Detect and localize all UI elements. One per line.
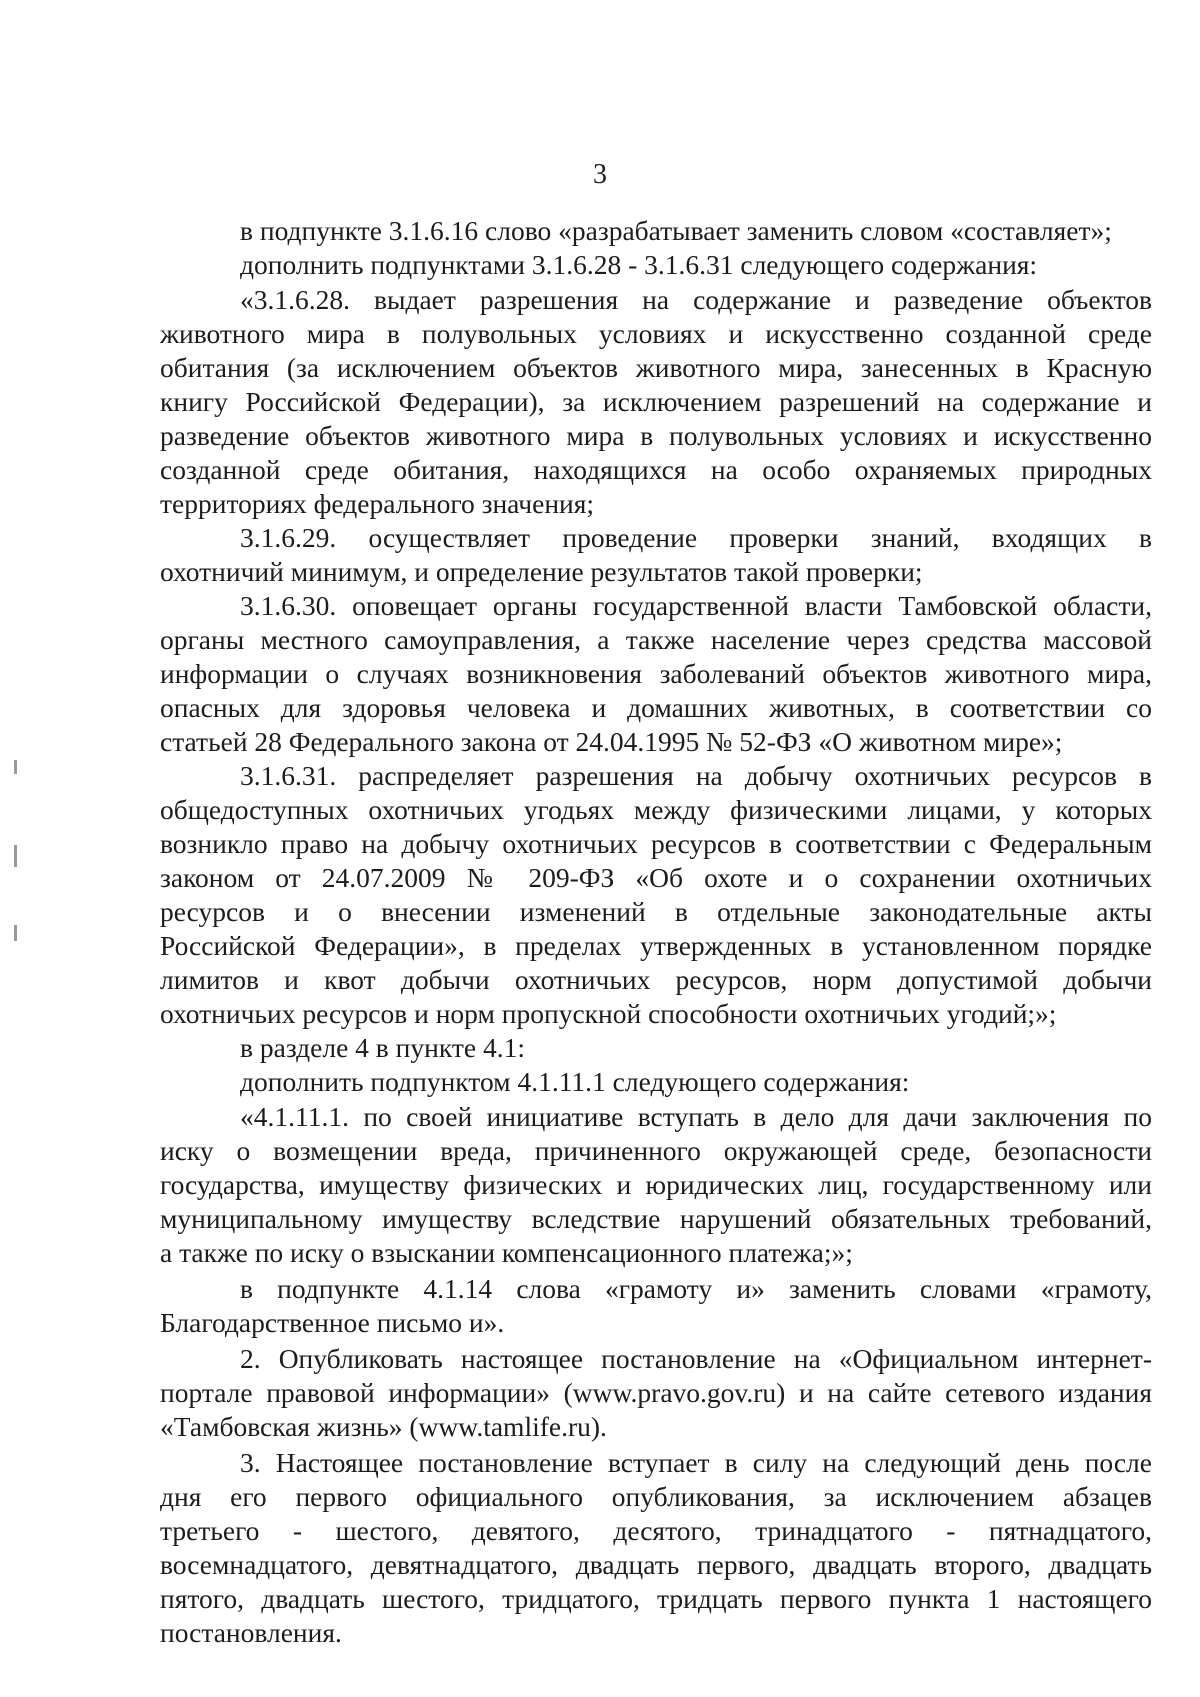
text-line: постановления.: [160, 1617, 342, 1648]
scan-margin-mark: [14, 845, 17, 867]
text-line: 3.1.6.29. осуществляет проведение проверки знаний, входящих в: [240, 522, 1152, 553]
text-line: иску о возмещении вреда, причиненного окружающей среде, безопасности: [160, 1135, 1152, 1166]
text-line: 2. Опубликовать настоящее постановление на «Официальном интернет-: [240, 1343, 1152, 1374]
text-line: третьего - шестого, девятого, десятого, тринадцатого - пятнадцатого,: [160, 1515, 1152, 1546]
text-line: муниципальному имуществу вследствие нарушений обязательных требований,: [160, 1203, 1152, 1234]
text-line: информации о случаях возникновения заболеваний объектов животного мира,: [160, 658, 1152, 689]
text-line: общедоступных охотничьих угодьях между физическими лицами, у которых: [160, 794, 1152, 825]
text-line: в разделе 4 в пункте 4.1:: [240, 1032, 525, 1063]
text-line: законом от 24.07.2009 № 209-ФЗ «Об охоте и о сохранении охотничьих: [160, 862, 1152, 893]
text-line: государства, имуществу физических и юридических лиц, государственному или: [160, 1169, 1152, 1200]
text-line: в подпункте 4.1.14 слова «грамоту и» заменить словами «грамоту,: [240, 1273, 1152, 1304]
text-line: портале правовой информации» (www.pravo.gov.ru) и на сайте сетевого издания: [160, 1377, 1152, 1408]
text-line: обитания (за исключением объектов животного мира, занесенных в Красную: [160, 352, 1152, 383]
scan-margin-mark: [14, 760, 17, 774]
page-number: 3: [593, 159, 607, 190]
text-line: созданной среде обитания, находящихся на особо охраняемых природных: [160, 454, 1152, 485]
text-line: ресурсов и о внесении изменений в отдельные законодательные акты: [160, 896, 1152, 927]
text-line: дополнить подпунктом 4.1.11.1 следующего содержания:: [240, 1066, 910, 1097]
text-line: книгу Российской Федерации), за исключением разрешений на содержание и: [160, 386, 1152, 417]
text-line: дополнить подпунктами 3.1.6.28 - 3.1.6.31 следующего содержания:: [240, 249, 1038, 280]
text-line: статьей 28 Федерального закона от 24.04.1995 № 52-ФЗ «О животном мире»;: [160, 726, 1063, 757]
text-line: лимитов и квот добычи охотничьих ресурсов, норм допустимой добычи: [160, 964, 1152, 995]
text-line: дня его первого официального опубликования, за исключением абзацев: [160, 1481, 1152, 1512]
text-line: а также по иску о взыскании компенсационного платежа;»;: [160, 1237, 853, 1268]
text-line: опасных для здоровья человека и домашних животных, в соответствии со: [160, 692, 1152, 723]
text-line: животного мира в полувольных условиях и искусственно созданной среде: [160, 318, 1152, 349]
text-line: возникло право на добычу охотничьих ресурсов в соответствии с Федеральным: [160, 828, 1152, 859]
text-line: охотничьих ресурсов и норм пропускной способности охотничьих угодий;»;: [160, 998, 1057, 1029]
text-line: 3. Настоящее постановление вступает в силу на следующий день после: [240, 1447, 1152, 1478]
text-line: разведение объектов животного мира в полувольных условиях и искусственно: [160, 420, 1152, 451]
text-line: Благодарственное письмо и».: [160, 1307, 505, 1338]
text-line: в подпункте 3.1.6.16 слово «разрабатывает заменить словом «составляет»;: [240, 215, 1112, 246]
text-line: Российской Федерации», в пределах утвержденных в установленном порядке: [160, 930, 1152, 961]
text-line: «Тамбовская жизнь» (www.tamlife.ru).: [160, 1411, 607, 1442]
text-line: пятого, двадцать шестого, тридцатого, тридцать первого пункта 1 настоящего: [160, 1583, 1152, 1614]
text-line: «4.1.11.1. по своей инициативе вступать в дело для дачи заключения по: [240, 1101, 1152, 1132]
text-line: территориях федерального значения;: [160, 488, 595, 519]
text-line: охотничий минимум, и определение результатов такой проверки;: [160, 556, 923, 587]
text-line: органы местного самоуправления, а также население через средства массовой: [160, 624, 1152, 655]
text-line: восемнадцатого, девятнадцатого, двадцать первого, двадцать второго, двадцать: [160, 1549, 1152, 1580]
text-line: «3.1.6.28. выдает разрешения на содержание и разведение объектов: [240, 284, 1152, 315]
text-line: 3.1.6.31. распределяет разрешения на добычу охотничьих ресурсов в: [240, 760, 1152, 791]
text-line: 3.1.6.30. оповещает органы государственной власти Тамбовской области,: [240, 590, 1152, 621]
scan-margin-mark: [14, 925, 17, 941]
